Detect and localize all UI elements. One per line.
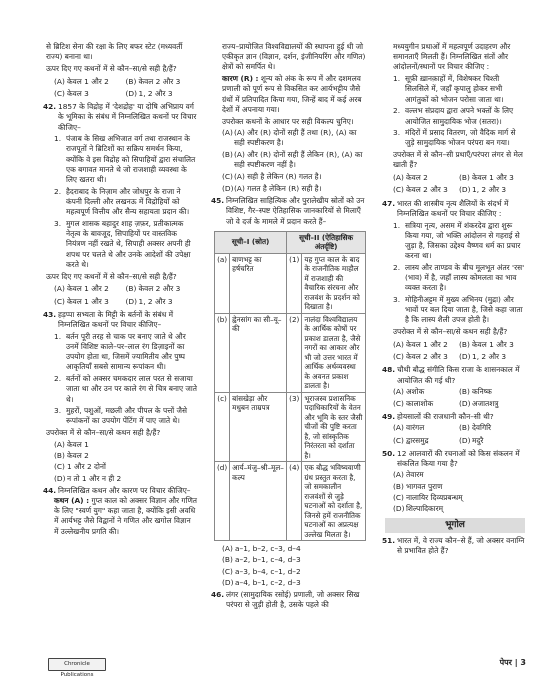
question-text: भारत में, वे राज्य कौन–से हैं, जो अक्सर वनाग्नि से प्रभावित होते हैं? [397, 535, 525, 555]
question-text: चौथी बौद्ध संगीति किस राजा के शासनकाल में आयोजित की गई थी? [397, 365, 520, 385]
question-number: 45. [211, 196, 225, 206]
option[interactable]: (B) केवल 1 और 3 [459, 339, 514, 349]
statement: 3. मुगल शासक बहादुर शाह ज़फ़र, प्रतीकात्मक नेतृत्व के बावजूद, सिपाहियों पर वास्तविक नियंत्रण नहीं रखते थे, सिपाही अक्सर अपनी ही शपथ पर चलते थे और उनके आदेशों की उपेक्षा करते थे। [54, 219, 191, 269]
question-number: 44. [43, 485, 57, 495]
option[interactable]: (C) केवल 3 [54, 88, 89, 98]
option[interactable]: (A) वारंगल [393, 423, 425, 433]
reason [222, 74, 366, 115]
table-cell: बाणभट्ट का हर्षचरित [230, 253, 287, 313]
question-42 [43, 102, 197, 133]
option[interactable]: (B) भागवत पुराण [393, 481, 443, 491]
table-row: (b) ह्वेनसांग का सी–यू–की (2) नालंदा विश्वविद्यालय के आर्थिक कोषों पर प्रकाश डालता है, जैसे नगरों का आकार और भी जो उत्तर भारत में आर्थिक अर्थव्यवस्था के अवनत प्रकाश डालता है। [215, 313, 366, 392]
question-45 [211, 196, 366, 227]
option[interactable]: (C) केवल 1 और 3 [54, 296, 109, 306]
option[interactable]: (B) (A) और (R) दोनों सही हैं लेकिन (R), (A) का सही स्पष्टीकरण नहीं है। [222, 150, 363, 170]
question-43 [43, 309, 197, 330]
statement: 3. मुहरों, पशुओं, मछली और पीपल के पत्तों जैसे रूपांकनों का उपयोग पेंटिंग में पाए जाते थे। [54, 406, 188, 426]
option[interactable]: (D) अजातशत्रु [459, 399, 499, 408]
assertion [54, 496, 197, 537]
option[interactable]: (D) मदुरै [459, 435, 484, 445]
statement: 2. हैदराबाद के निज़ाम और जोधपुर के राजा ने कंपनी दिल्ली और लखनऊ में विद्रोहियों को महत्वपूर्ण वित्तीय और सैन्य सहायता प्रदान की। [54, 186, 190, 217]
question-49 [382, 412, 525, 422]
option[interactable]: (B) केवल 2 [54, 451, 89, 461]
statement: 1. सत्रिया नृत्य, असम में शंकरदेव द्वारा शुरू किया गया, जो भक्ति आंदोलन से गहराई से जुड़ा है, जिसका उद्देश्य वैष्णव धर्म का प्रचार करना था। [393, 220, 521, 261]
table-header-row [215, 231, 366, 253]
question-48 [382, 365, 525, 385]
question-47 [382, 198, 525, 219]
question-44 [43, 485, 197, 496]
options-grid [393, 422, 525, 446]
option[interactable]: (C) 1 और 2 दोनों [54, 462, 106, 472]
option[interactable]: (D) शिल्पादिकारम् [393, 503, 444, 513]
column-2 [211, 42, 366, 611]
table-cell: एक बौद्ध भविष्यवाणी ग्रंथ प्रस्तुत करता है, जो समकालीन राजवंशों से जुड़े घटनाओं को दर्शाता है, जिनसे हमें राजनीतिक घटनाओं का अप्रत्यक्ष उल्लेख मिलता है। [302, 462, 366, 541]
question-number: 42. [43, 102, 57, 112]
question-50 [382, 448, 525, 469]
question-prompt: उपरोक्त में से कौन–सी प्रथाएँ/परंपरा लंगर से मेल खाती हैं? [393, 150, 523, 170]
list-1-header: सूची–I (स्रोत) [215, 231, 287, 253]
option[interactable]: (A) (A) और (R) दोनों सही हैं तथा (R), (A) का सही स्पष्टीकरण है। [222, 128, 357, 148]
option[interactable]: (D) a–4, b–1, c–2, d–3 [222, 577, 301, 587]
options-grid [393, 339, 525, 363]
question-text: 12 आलवारों की रचनाओं को किस संकलन में संकलित किया गया है? [397, 448, 520, 469]
option[interactable]: (A) तेवारम [393, 470, 424, 480]
option[interactable]: (B) देवगिरि [459, 423, 492, 433]
options-grid [393, 172, 525, 196]
question-text: लंगर (सामुदायिक रसोई) प्रणाली, जो अक्सर सिख परंपरा से जुड़ी होती है, उसके पहले की [226, 590, 360, 610]
option[interactable]: (C) केवल 2 और 3 [393, 185, 448, 195]
match-table [214, 231, 366, 542]
statement: 2. बर्तनों को अक्सर चमकदार लाल परत से सजाया जाता था और उन पर काले रंग से चित्र बनाए जाते थे। [54, 374, 198, 404]
question-number: 49. [382, 412, 396, 422]
option[interactable]: (B) केवल 2 और 3 [125, 284, 181, 294]
table-cell: आर्य–मंजु–श्री–मूल–कल्प [230, 462, 287, 541]
continued-text: से ब्रिटिश सेना की रक्षा के लिए बफर स्टेट (मध्यवर्ती राज्य) बनाना था। [46, 42, 183, 62]
table-cell: बांसखेड़ा और मधुबन ताम्रपत्र [230, 392, 287, 462]
option[interactable]: (A) केवल 2 [393, 173, 428, 183]
question-51 [382, 535, 525, 556]
question-prompt: ऊपर दिए गए कथनों में से कौन–सा/से सही है/हैं? [46, 271, 177, 281]
option[interactable]: (A) केवल 1 [54, 439, 89, 449]
question-prompt: उपरोक्त में से कौन–सा/से कथन सही है/हैं? [393, 327, 508, 337]
question-text: निम्नलिखित साहित्यिक और पुरालेखीय स्रोतों को उन विशिष्ट, गैर–स्पष्ट ऐतिहासिक जानकारियों से मिलाएँ जो वे दर्ज के मामले में प्रदान करते हैं– [226, 196, 365, 226]
option[interactable]: (D) 1, 2 और 3 [125, 296, 173, 306]
publisher-logo: Chronicle Publications [48, 658, 106, 671]
option[interactable]: (C) (A) सही है लेकिन (R) गलत है। [222, 172, 322, 182]
option[interactable]: (A) केवल 1 और 2 [54, 284, 109, 294]
option[interactable]: (C) नालायिर दिव्यप्रबन्धम् [393, 492, 463, 502]
page-footer [40, 657, 526, 678]
question-number: 47. [382, 198, 396, 208]
question-number: 46. [211, 590, 225, 600]
options-grid [54, 283, 197, 307]
option[interactable]: (C) द्वारसमुद्र [393, 435, 429, 445]
option[interactable]: (A) केवल 1 और 2 [393, 339, 448, 349]
statement: 2. लास्य और ताण्डव के बीच मूलभूत अंतर 'रस' (भाव) में है, जहाँ लास्य कोमलता का भाव व्यक्त करता है। [393, 262, 525, 293]
options-grid [393, 386, 525, 410]
question-number: 51. [382, 535, 396, 545]
question-text: होयसालों की राजधानी कौन–सी थी? [397, 412, 494, 422]
question-prompt: उपरोक्त कथनों के आधार पर सही विकल्प चुनिए। [222, 116, 354, 126]
question-prompt: ऊपर दिए गए कथनों में से कौन–सा/से सही है/हैं? [46, 63, 177, 73]
reason-label: कारण (R) : [222, 74, 259, 84]
table-row: (a) बाणभट्ट का हर्षचरित (1) यह गुप्त काल के बाद के राजनीतिक माहौल में राजशाही की वैचारिक संरचना और राजवंश के प्रदर्शन को दिखाता है। [215, 253, 366, 313]
option[interactable]: (C) a–3, b–4, c–1, d–2 [222, 566, 301, 576]
question-46 [211, 590, 366, 610]
option[interactable]: (D) 1, 2 और 3 [459, 352, 507, 362]
option[interactable]: (D) 1, 2 और 3 [125, 88, 173, 98]
column-3 [382, 42, 525, 556]
table-row: (d) आर्य–मंजु–श्री–मूल–कल्प (4) एक बौद्ध भविष्यवाणी ग्रंथ प्रस्तुत करता है, जो समकालीन राजवंशों से जुड़े घटनाओं को दर्शाता है, जिनसे हमें राजनीतिक घटनाओं का अप्रत्यक्ष उल्लेख मिलता है। [215, 462, 366, 541]
table-cell: यह गुप्त काल के बाद के राजनीतिक माहौल में राजशाही की वैचारिक संरचना और राजवंश के प्रदर्शन को दिखाता है। [302, 253, 366, 313]
option[interactable]: (A) अशोक [393, 386, 425, 396]
question-prompt: उपरोक्त में से कौन–सा/से कथन सही है/हैं? [46, 428, 161, 438]
options-grid [54, 76, 197, 100]
statement: 3. मंदिरों में प्रसाद वितरण, जो वैदिक मार्ग से जुड़े सामुदायिक भोजन परंपरा बन गया। [393, 128, 516, 148]
statement: 1. बर्तन पूरी तरह से चाक पर बनाए जाते थे और उनमें विशिष्ट काले–पर–लाल रंग डिज़ाइनों का उपयोग होता था, जिसमें ज्यामितीय और पुष्प आकृतियाँ सबसे सामान्य रूपांकन थी। [54, 331, 186, 372]
option[interactable]: (A) a–1, b–2, c–3, d–4 [222, 544, 301, 554]
reason-text: शून्य को अंक के रूप में और दशमलव प्रणाली को पूर्ण रूप से विकसित कर आर्यभट्टीय जैसे ग्रंथों में प्रतिपादित किया गया, जिन्हें बाद में कई अरब देशों में अपनाया गया। [222, 74, 362, 114]
option[interactable]: (B) केवल 2 और 3 [125, 76, 181, 86]
option[interactable]: (B) a–2, b–1, c–4, d–3 [222, 555, 301, 565]
list-2-header: सूची–II (ऐतिहासिक अंतर्दृष्टि) [287, 231, 366, 253]
continued-text: मध्ययुगीन प्रथाओं में महत्वपूर्ण उदाहरण और समानताएँ मिलती हैं। निम्नलिखित संतों और आंदोलनों/स्थानों पर विचार कीजिए : [393, 42, 511, 72]
option[interactable]: (C) केवल 2 और 3 [393, 352, 448, 362]
option[interactable]: (D) (A) गलत है लेकिन (R) सही है। [222, 183, 322, 193]
question-text: हड़प्पा सभ्यता के मिट्टी के बर्तनों के संबंध में निम्नलिखित कथनों पर विचार कीजिए– [58, 309, 174, 329]
question-text: 1857 के विद्रोह में 'देशद्रोह' या दोषि अभिप्राय वर्ग के भूमिका के संबंध में निम्नलिखित कथनों पर विचार कीजिए– [58, 102, 197, 132]
question-number: 50. [382, 448, 396, 458]
table-row: (c) बांसखेड़ा और मधुबन ताम्रपत्र (3) भूराजस्व प्रशासनिक पदाधिकारियों के वेतन और भूमि के स्तर जैसी चीजों की पुष्टि करता है, जो सांस्कृतिक निरंतरता को दर्शाता है। [215, 392, 366, 462]
option[interactable]: (A) केवल 1 और 2 [54, 76, 109, 86]
table-cell: ह्वेनसांग का सी–यू–की [230, 313, 287, 392]
assertion-text: गुप्त काल को अक्सर विज्ञान और गणित के लिए "स्वर्ण युग" कहा जाता है, क्योंकि इसी अवधि में आर्यभट्ट जैसे विद्वानों ने गणित और खगोल विज्ञान में उल्लेखनीय प्रगति की। [54, 495, 198, 536]
statement: 3. मोहिनीअट्टम में मुख्य अभिनय (मुद्रा) और भावों पर बल दिया जाता है, जिसे कहा जाता है कि लास्य शैली उपज होती है। [393, 295, 523, 325]
page-number: पेपर | 3 [499, 658, 526, 667]
question-number: 48. [382, 365, 396, 375]
option[interactable]: (C) कालाशोक [393, 399, 434, 408]
question-text: भारत की शास्त्रीय नृत्य शैलियों के संदर्भ में निम्नलिखित कथनों पर विचार कीजिए : [397, 198, 509, 218]
question-text: निम्नलिखित कथन और कारण पर विचार कीजिए– [58, 485, 191, 495]
option[interactable]: (B) कनिष्क [459, 386, 492, 396]
continued-text: राज्य–प्रायोजित विश्वविद्यालयों की स्थापना हुई थी जो एकीकृत ज्ञान (विज्ञान, दर्शन, इंजीनियरिंग और गणित) क्षेत्रों को समर्पित थे। [222, 42, 366, 72]
statement: 2. वल्लभ संप्रदाय द्वारा अपने भक्तों के लिए आयोजित सामुदायिक भोज (सतरा)। [393, 106, 514, 126]
option[interactable]: (B) केवल 1 और 3 [459, 173, 514, 183]
section-heading: भूगोल [385, 518, 525, 532]
option[interactable]: (D) 1, 2 और 3 [459, 185, 507, 195]
table-cell: भूराजस्व प्रशासनिक पदाधिकारियों के वेतन और भूमि के स्तर जैसी चीजों की पुष्टि करता है, जो सांस्कृतिक निरंतरता को दर्शाता है। [302, 392, 366, 462]
option[interactable]: (D) न तो 1 और न ही 2 [54, 473, 122, 483]
assertion-label: कथन (A) : [54, 495, 90, 505]
column-1 [43, 42, 198, 538]
statement: 1. पंजाब के सिख अभिजात वर्ग तथा राजस्थान के राजपूतों ने ब्रिटिशों का सक्रिय समर्थन किया, क्योंकि वे इस विद्रोह को सिपाहियों द्वारा संचालित एक बगावत मानते थे जो राजशाही व्यवस्था के लिए खतरा थी। [54, 134, 196, 185]
table-cell: नालंदा विश्वविद्यालय के आर्थिक कोषों पर प्रकाश डालता है, जैसे नगरों का आकार और भी जो उत्तर भारत में आर्थिक अर्थव्यवस्था के अवनत प्रकाश डालता है। [302, 313, 366, 392]
question-number: 43. [43, 309, 57, 319]
statement: 1. सूफ़ी ख़ानक़ाहों में, विशेषकर चिश्ती सिलसिले में, जहाँ कृपालु होकर सभी आगंतुकों को भोजन परोसा जाता था। [393, 74, 504, 104]
